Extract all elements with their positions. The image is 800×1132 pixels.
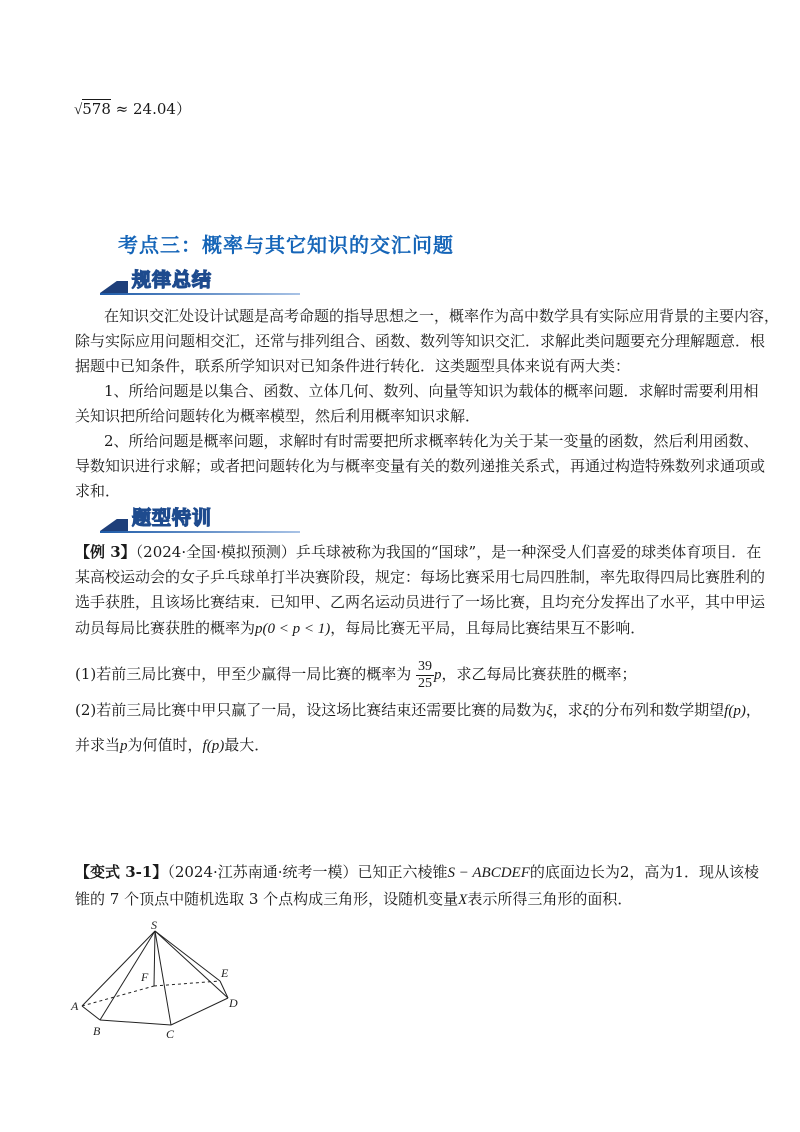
question-text: 并求当	[75, 736, 121, 754]
banner-underline	[100, 293, 300, 295]
variable-p: p	[120, 738, 128, 754]
variant-line-1	[75, 862, 759, 883]
summary-line: 1、所给问题是以集合、函数、立体几何、数列、向量等知识为载体的概率问题．求解时需要利用相	[104, 382, 759, 400]
section-title: 考点三：概率与其它知识的交汇问题	[118, 233, 454, 257]
vertex-label-E: E	[221, 966, 229, 980]
vertex-label-D: D	[229, 996, 238, 1010]
approx-value: ≈ 24.04	[115, 100, 176, 118]
fraction-numerator: 39	[418, 658, 433, 674]
variant-text: （2024·江苏南通·统考一模）已知正六棱锥	[167, 863, 448, 881]
edge-SA	[82, 931, 155, 1006]
vertex-label-C: C	[166, 1027, 175, 1040]
question-text: ，求乙每局比赛获胜的概率；	[441, 665, 637, 683]
function-f: f(p)	[202, 738, 225, 754]
edge-SC	[155, 931, 171, 1025]
vertex-label-F: F	[141, 970, 149, 984]
variant-line-2	[75, 889, 632, 910]
sqrt-expression: √578 ≈ 24.04）	[74, 100, 191, 118]
edge-AF	[82, 986, 154, 1006]
question-text: ，	[745, 701, 761, 719]
question-text: 为何值时，	[127, 736, 203, 754]
closing-paren: ）	[175, 100, 191, 118]
variable-x: X	[458, 892, 468, 908]
example-tag: 【例 3】	[75, 543, 136, 561]
edge-SE	[155, 931, 220, 981]
banner-summary	[100, 265, 300, 295]
question-text: (2)若前三局比赛中甲只赢了一局，设这场比赛结束还需要比赛的局数为	[75, 701, 547, 719]
banner-practice	[100, 503, 300, 533]
pyramid-figure	[68, 918, 248, 1040]
variable-p: p	[434, 667, 442, 683]
variable-xi: ξ	[546, 703, 553, 719]
example-line-3: 选手获胜，且该场比赛结束．已知甲、乙两名运动员进行了一场比赛，且均充分发挥出了水平，其中甲运	[75, 593, 766, 611]
question-text: 最大．	[224, 736, 270, 754]
variant-tag: 【变式 3-1】	[75, 863, 168, 881]
edge-BC	[100, 1020, 171, 1025]
fraction-denominator: 25	[418, 675, 433, 691]
example-text: ，每局比赛无平局，且每局比赛结果互不影响．	[330, 619, 646, 637]
summary-line: 2、所给问题是概率问题，求解时有时需要把所求概率转化为关于某一变量的函数，然后利用函数、	[104, 432, 759, 450]
variant-text: 的底面边长为2，高为1．现从该棱	[529, 863, 759, 881]
banner-label: 规律总结	[132, 269, 213, 291]
summary-line: 据题中已知条件，联系所学知识对已知条件进行转化．这类题型具体来说有两大类：	[75, 357, 631, 375]
vertex-label-S: S	[151, 918, 157, 932]
summary-line: 求和．	[75, 482, 121, 500]
function-f: f(p)	[724, 703, 746, 719]
edge-SF	[154, 931, 155, 986]
example-text: 动员每局比赛获胜的概率为	[75, 619, 256, 637]
summary-line: 导数知识进行求解；或者把问题转化为与概率变量有关的数列递推关系式，再通过构造特殊数列求通项或	[75, 457, 766, 475]
banner-block-icon	[100, 519, 128, 531]
question-text: 的分布列和数学期望	[589, 701, 725, 719]
edge-AB	[82, 1006, 100, 1020]
question-text: (1)若前三局比赛中，甲至少赢得一局比赛的概率为	[75, 665, 412, 683]
banner-label: 题型特训	[132, 507, 213, 529]
example-text: （2024·全国·模拟预测）乒乓球被称为我国的“国球”，是一种深受人们喜爱的球类体育项目．在	[135, 543, 762, 561]
edge-CD	[171, 998, 228, 1025]
probability-range: p(0 < p < 1)	[255, 621, 331, 637]
vertex-label-A: A	[71, 999, 79, 1013]
summary-line: 关知识把所给问题转化为概率模型，然后利用概率知识求解．	[75, 407, 481, 425]
fraction	[416, 659, 434, 692]
variant-text: 表示所得三角形的面积．	[467, 890, 633, 908]
edge-DE	[220, 981, 228, 998]
question-2-cont	[75, 735, 269, 756]
summary-line: 在知识交汇处设计试题是高考命题的指导思想之一，概率作为高中数学具有实际应用背景的主要内容，	[104, 307, 780, 325]
sqrt-argument: 578	[82, 100, 111, 118]
banner-block-icon	[100, 281, 128, 293]
question-2	[75, 700, 761, 721]
question-text: ，求	[552, 701, 583, 719]
question-1	[75, 655, 637, 694]
variant-text: 锥的 7 个顶点中随机选取 3 个点构成三角形，设随机变量	[75, 890, 459, 908]
banner-underline	[100, 531, 300, 533]
example-line-4	[75, 618, 645, 639]
variable-xi: ξ	[582, 703, 590, 719]
example-line-1	[75, 542, 761, 562]
example-line-2: 某高校运动会的女子乒乓球单打半决赛阶段，规定：每场比赛采用七局四胜制，率先取得四局比赛胜利的	[75, 568, 766, 586]
vertex-label-B: B	[93, 1024, 101, 1038]
summary-line: 除与实际应用问题相交汇，还常与排列组合、函数、数列等知识交汇．求解此类问题要充分理解题意．根	[75, 332, 766, 350]
pyramid-name: S − ABCDEF	[447, 865, 530, 881]
edge-SD	[155, 931, 228, 998]
